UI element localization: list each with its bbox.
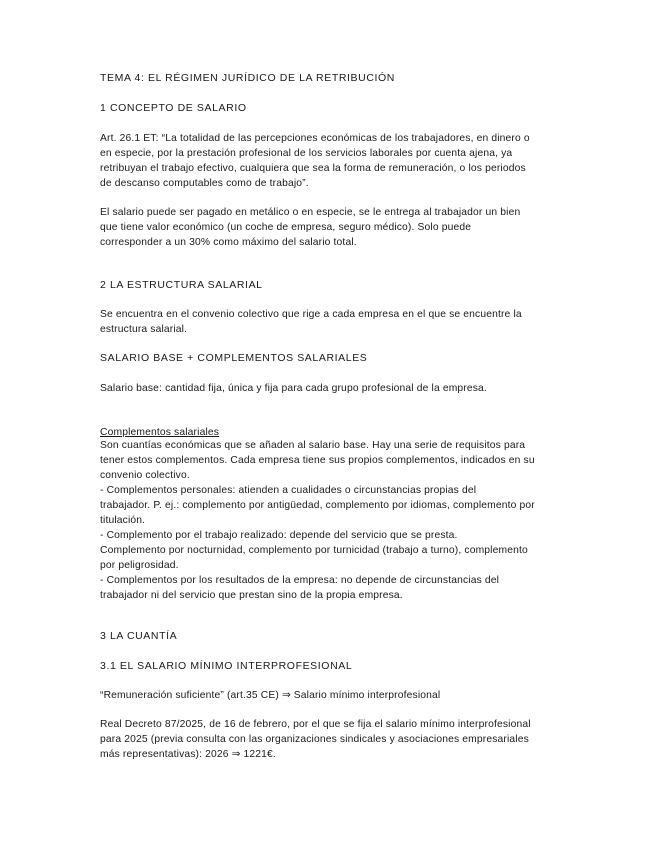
remuneracion-line: “Remuneración suficiente” (art.35 CE) ⇒ Salario mínimo interprofesional bbox=[100, 690, 441, 701]
complementos-line: - Complemento por el trabajo realizado: depende del servicio que se presta. bbox=[100, 530, 458, 541]
complementos-line: - Complementos personales: atienden a cualidades o circunstancias propias del bbox=[100, 485, 477, 496]
complementos-title: Complementos salariales bbox=[100, 427, 220, 438]
quote-line: de descanso computables como de trabajo”. bbox=[100, 178, 309, 189]
paragraph-line: que tiene valor económico (un coche de empresa, seguro médico). Solo puede bbox=[100, 222, 472, 233]
complementos-line: tener estos complementos. Cada empresa tiene sus propios complementos, indicados en su bbox=[100, 455, 535, 466]
paragraph-line: El salario puede ser pagado en metálico o en especie, se le entrega al trabajador un bien bbox=[100, 207, 521, 218]
decreto-line: para 2025 (previa consulta con las organizaciones sindicales y asociaciones empresariales bbox=[100, 734, 529, 745]
complementos-line: trabajador. P. ej.: complemento por antigüedad, complemento por idiomas, complemento por bbox=[100, 500, 535, 511]
section-heading-estructura: 2 LA ESTRUCTURA SALARIAL bbox=[100, 279, 263, 291]
quote-line: retribuyan el trabajo efectivo, cualquiera que sea la forma de remuneración, o los periodos bbox=[100, 163, 526, 174]
paragraph-line: corresponder a un 30% como máximo del salario total. bbox=[100, 237, 357, 248]
quote-line: en especie, por la prestación profesional de los servicios laborales por cuenta ajena, ya bbox=[100, 148, 513, 159]
complementos-line: Complemento por nocturnidad, complemento por turnicidad (trabajo a turno), complemento bbox=[100, 545, 528, 556]
paragraph-line: estructura salarial. bbox=[100, 324, 188, 335]
section-heading-cuantia: 3 LA CUANTÍA bbox=[100, 630, 178, 642]
subsection-heading-smi: 3.1 EL SALARIO MÍNIMO INTERPROFESIONAL bbox=[100, 660, 353, 672]
section-heading-concepto: 1 CONCEPTO DE SALARIO bbox=[100, 102, 247, 114]
decreto-line: más representativas): 2026 ⇒ 1221€. bbox=[100, 749, 276, 760]
complementos-line: convenio colectivo. bbox=[100, 470, 190, 481]
salario-base-line: Salario base: cantidad fija, única y fija para cada grupo profesional de la empresa. bbox=[100, 383, 487, 394]
complementos-line: por peligrosidad. bbox=[100, 560, 179, 571]
complementos-line: - Complementos por los resultados de la empresa: no depende de circunstancias del bbox=[100, 575, 500, 586]
quote-line: Art. 26.1 ET: “La totalidad de las percepciones económicas de los trabajadores, en dinero o bbox=[100, 133, 530, 144]
complementos-line: Son cuantías económicas que se añaden al salario base. Hay una serie de requisitos para bbox=[100, 440, 526, 451]
document-title: TEMA 4: EL RÉGIMEN JURÍDICO DE LA RETRIBUCIÓN bbox=[100, 72, 395, 84]
decreto-line: Real Decreto 87/2025, de 16 de febrero, por el que se fija el salario mínimo interprofesional bbox=[100, 719, 531, 730]
complementos-line: titulación. bbox=[100, 515, 146, 526]
paragraph-line: Se encuentra en el convenio colectivo que rige a cada empresa en el que se encuentre la bbox=[100, 309, 522, 320]
salary-formula: SALARIO BASE + COMPLEMENTOS SALARIALES bbox=[100, 352, 368, 364]
complementos-line: trabajador ni del servicio que prestan sino de la propia empresa. bbox=[100, 590, 403, 601]
